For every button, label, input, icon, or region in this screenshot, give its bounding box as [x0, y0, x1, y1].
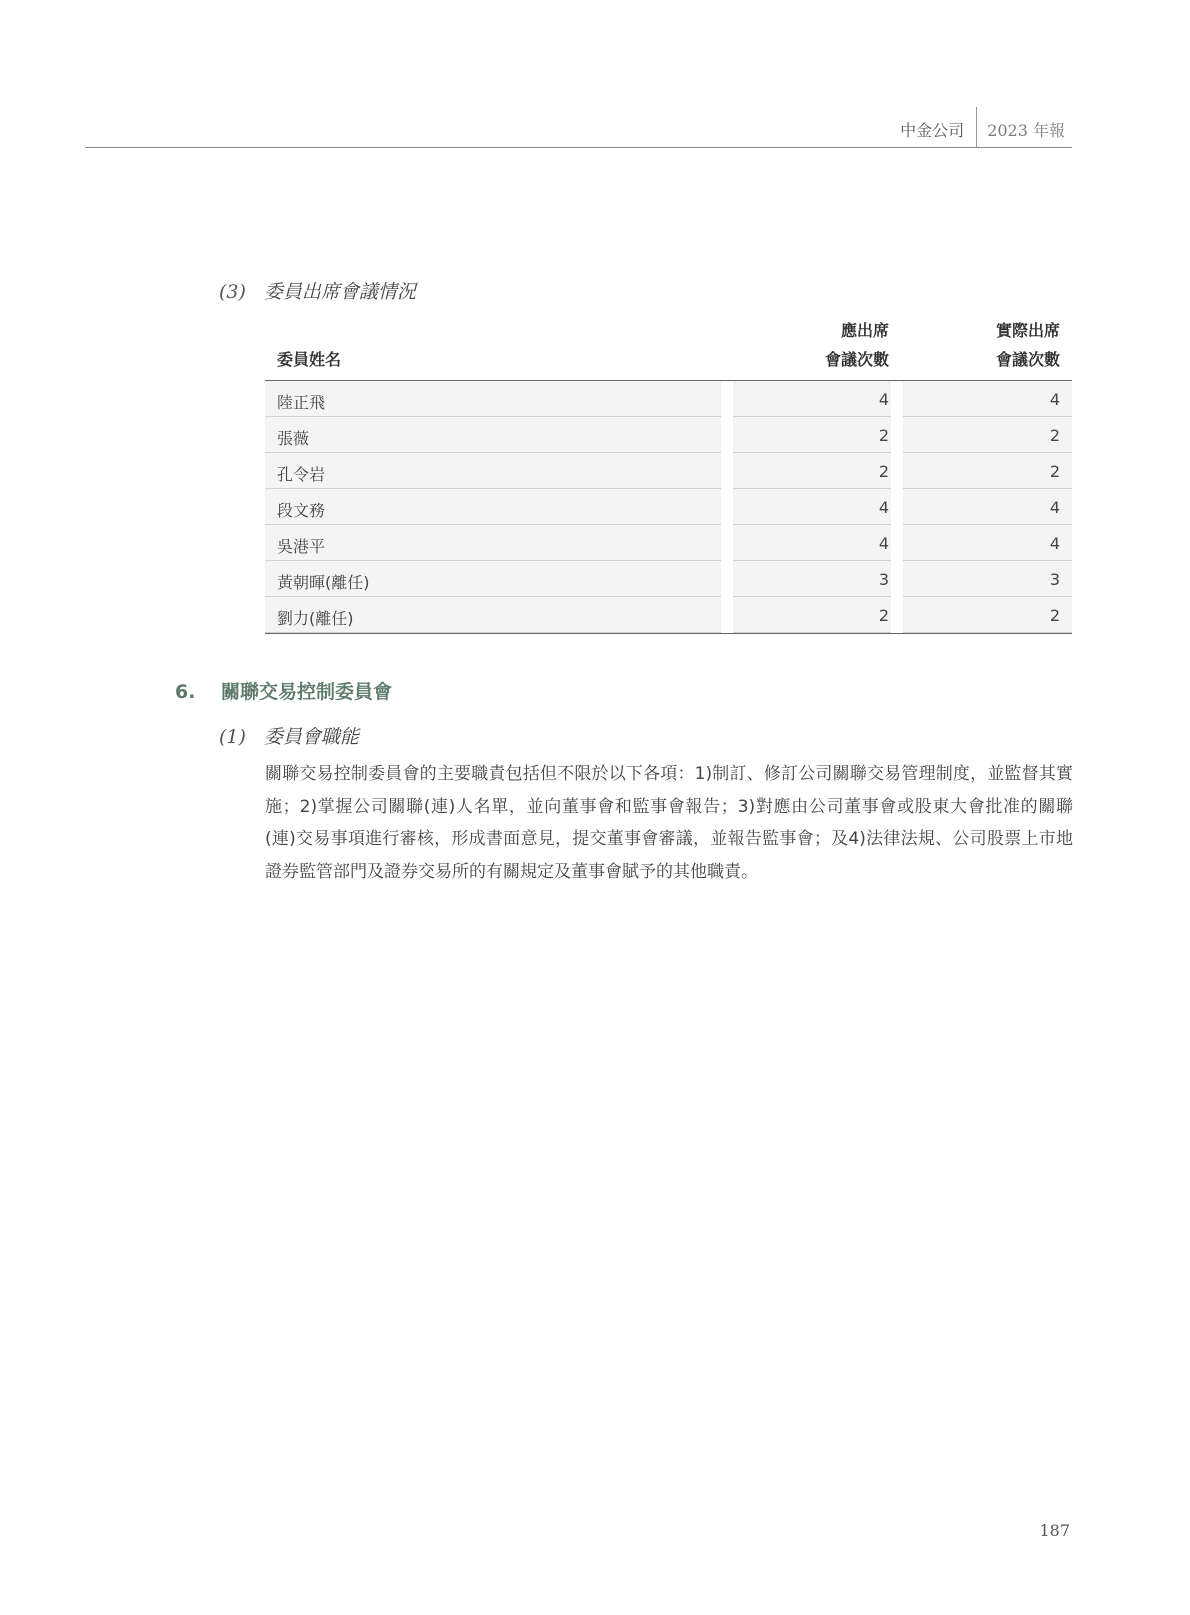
header-expected-line2: 會議次數 [824, 350, 889, 369]
member-name: 吳港平 [277, 537, 326, 556]
table-row [265, 525, 1072, 561]
expected-count: 2 [878, 606, 889, 625]
expected-count: 4 [878, 498, 889, 517]
expected-count: 4 [878, 390, 889, 409]
section-heading [175, 677, 392, 704]
table-row [265, 597, 1072, 633]
member-name: 陸正飛 [277, 393, 326, 412]
table-row [265, 381, 1072, 417]
page-header [900, 112, 1065, 146]
actual-count: 4 [1049, 534, 1060, 553]
subsection-functions-heading [219, 722, 359, 749]
subsection-attendance-heading [219, 277, 416, 304]
header-member-name: 委員姓名 [277, 350, 342, 369]
page-number: 187 [1039, 1521, 1070, 1540]
header-actual-line2: 會議次數 [995, 350, 1060, 369]
header-expected-meetings [825, 316, 889, 374]
member-name: 劉力(離任) [277, 609, 354, 628]
member-name: 段文務 [277, 501, 326, 520]
actual-count: 4 [1049, 390, 1060, 409]
subsection-title: 委員出席會議情況 [263, 281, 416, 303]
member-name: 孔令岩 [277, 465, 326, 484]
header-report-title: 2023 年報 [987, 120, 1065, 140]
member-name: 張薇 [277, 429, 310, 448]
header-actual-line1: 實際出席 [995, 321, 1060, 340]
actual-count: 4 [1049, 498, 1060, 517]
table-row [265, 489, 1072, 525]
table-row [265, 561, 1072, 597]
member-name: 黃朝暉(離任) [277, 573, 370, 592]
expected-count: 2 [878, 426, 889, 445]
expected-count: 2 [878, 462, 889, 481]
header-actual-meetings [996, 316, 1060, 374]
actual-count: 2 [1049, 462, 1060, 481]
header-rule [85, 147, 1072, 148]
actual-count: 2 [1049, 426, 1060, 445]
subsection-title: 委員會職能 [263, 726, 359, 748]
actual-count: 2 [1049, 606, 1060, 625]
expected-count: 4 [878, 534, 889, 553]
table-row [265, 453, 1072, 489]
actual-count: 3 [1049, 570, 1060, 589]
expected-count: 3 [878, 570, 889, 589]
table-bottom-rule [265, 633, 1072, 634]
attendance-table [265, 316, 1072, 634]
table-header [265, 316, 1072, 381]
section-title: 關聯交易控制委員會 [221, 681, 393, 703]
subsection-number: (3) [219, 281, 246, 303]
header-expected-line1: 應出席 [840, 321, 889, 340]
body-paragraph: 關聯交易控制委員會的主要職責包括但不限於以下各項：1)制訂、修訂公司關聯交易管理制度，並監督其實施；2)掌握公司關聯(連)人名單，並向董事會和監事會報告；3)對應由公司董事會或股東大會批准的關聯(連)交易事項進行審核，形成書面意見，提交董事會審議，並報告監事會；及4)法律法規、公司股票上市地證券監管部門及證券交易所的有關規定及董事會賦予的其他職責。 [265, 764, 1073, 882]
section-number: 6. [175, 681, 196, 703]
header-company-name: 中金公司 [900, 120, 965, 140]
subsection-number: (1) [219, 726, 246, 748]
table-row [265, 417, 1072, 453]
